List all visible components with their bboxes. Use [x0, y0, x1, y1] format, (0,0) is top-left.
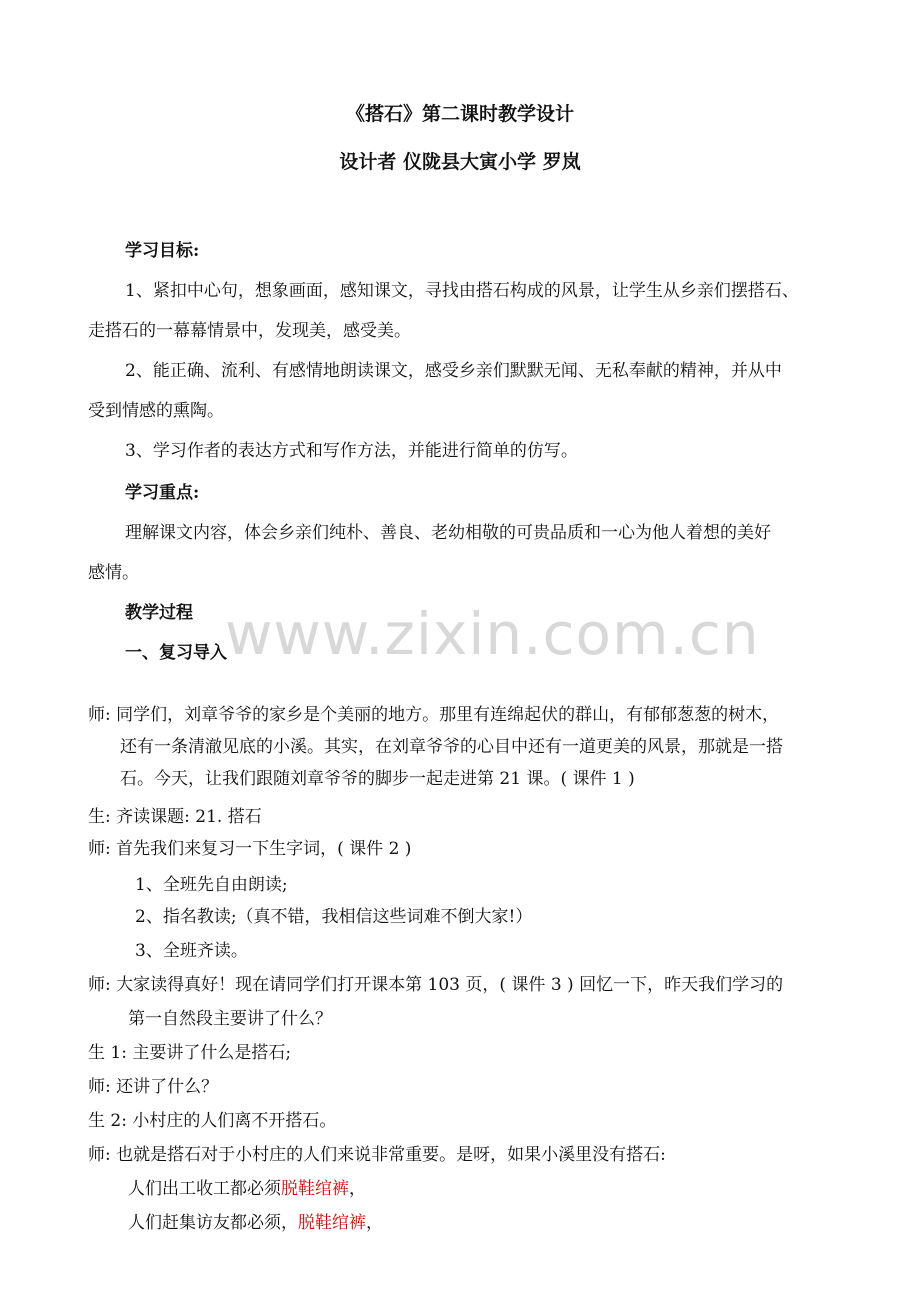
dialogue-line: 3、全班齐读。 — [135, 941, 248, 961]
dialogue-line: 师: 还讲了什么？ — [88, 1077, 219, 1097]
key-points-line-1: 理解课文内容，体会乡亲们纯朴、善良、老幼相敬的可贵品质和一心为他人着想的美好 — [125, 523, 771, 543]
dialogue-text: ， — [349, 1179, 366, 1199]
dialogue-line: 第一自然段主要讲了什么？ — [128, 1009, 332, 1029]
dialogue-line: 还有一条清澈见底的小溪。其实，在刘章爷爷的心目中还有一道更美的风景，那就是一搭 — [120, 737, 783, 757]
section-review-heading: 一、复习导入 — [125, 643, 227, 663]
process-heading: 教学过程 — [125, 603, 193, 623]
dialogue-line: 生: 齐读课题: 21. 搭石 — [88, 807, 262, 827]
objective-2-line-2: 受到情感的熏陶。 — [88, 401, 224, 421]
highlighted-phrase: 脱鞋绾裤 — [298, 1213, 366, 1233]
key-points-line-2: 感情。 — [88, 563, 139, 583]
dialogue-line: 师: 同学们，刘章爷爷的家乡是个美丽的地方。那里有连绵起伏的群山，有郁郁葱葱的树木， — [88, 705, 780, 725]
author-line: 设计者 仪陇县大寅小学 罗岚 — [339, 151, 581, 173]
watermark: www.zixin.com.cn — [225, 600, 760, 668]
dialogue-text: 人们赶集访友都必须， — [128, 1213, 298, 1233]
highlighted-phrase: 脱鞋绾裤 — [281, 1179, 349, 1199]
dialogue-line: 师: 首先我们来复习一下生字词，( 课件 2 ) — [88, 839, 412, 859]
dialogue-line — [128, 1178, 366, 1200]
objective-1-line-1: 1、紧扣中心句，想象画面，感知课文，寻找由搭石构成的风景，让学生从乡亲们摆搭石、 — [125, 281, 799, 301]
dialogue-line — [128, 1212, 383, 1234]
objectives-heading: 学习目标: — [125, 241, 200, 261]
dialogue-line: 师: 大家读得真好！现在请同学们打开课本第 103 页，( 课件 3 ) 回忆一下，昨天我们学习的 — [88, 975, 784, 995]
document-title: 《搭石》第二课时教学设计 — [345, 103, 574, 125]
dialogue-line: 生 1: 主要讲了什么是搭石; — [88, 1043, 292, 1063]
dialogue-line: 石。今天，让我们跟随刘章爷爷的脚步一起走进第 21 课。( 课件 1 ) — [120, 769, 635, 789]
dialogue-line: 师: 也就是搭石对于小村庄的人们来说非常重要。是呀，如果小溪里没有搭石: — [88, 1145, 666, 1165]
key-points-heading: 学习重点: — [125, 483, 200, 503]
objective-2-line-1: 2、能正确、流利、有感情地朗读课文，感受乡亲们默默无闻、无私奉献的精神，并从中 — [125, 361, 782, 381]
dialogue-line: 2、指名教读;（真不错，我相信这些词难不倒大家!） — [135, 907, 533, 927]
dialogue-line: 生 2: 小村庄的人们离不开搭石。 — [88, 1111, 337, 1131]
objective-1-line-2: 走搭石的一幕幕情景中，发现美，感受美。 — [88, 321, 411, 341]
dialogue-text: ， — [366, 1213, 383, 1233]
dialogue-text: 人们出工收工都必须 — [128, 1179, 281, 1199]
objective-3: 3、学习作者的表达方式和写作方法，并能进行简单的仿写。 — [125, 441, 578, 461]
dialogue-line: 1、全班先自由朗读; — [135, 875, 288, 895]
